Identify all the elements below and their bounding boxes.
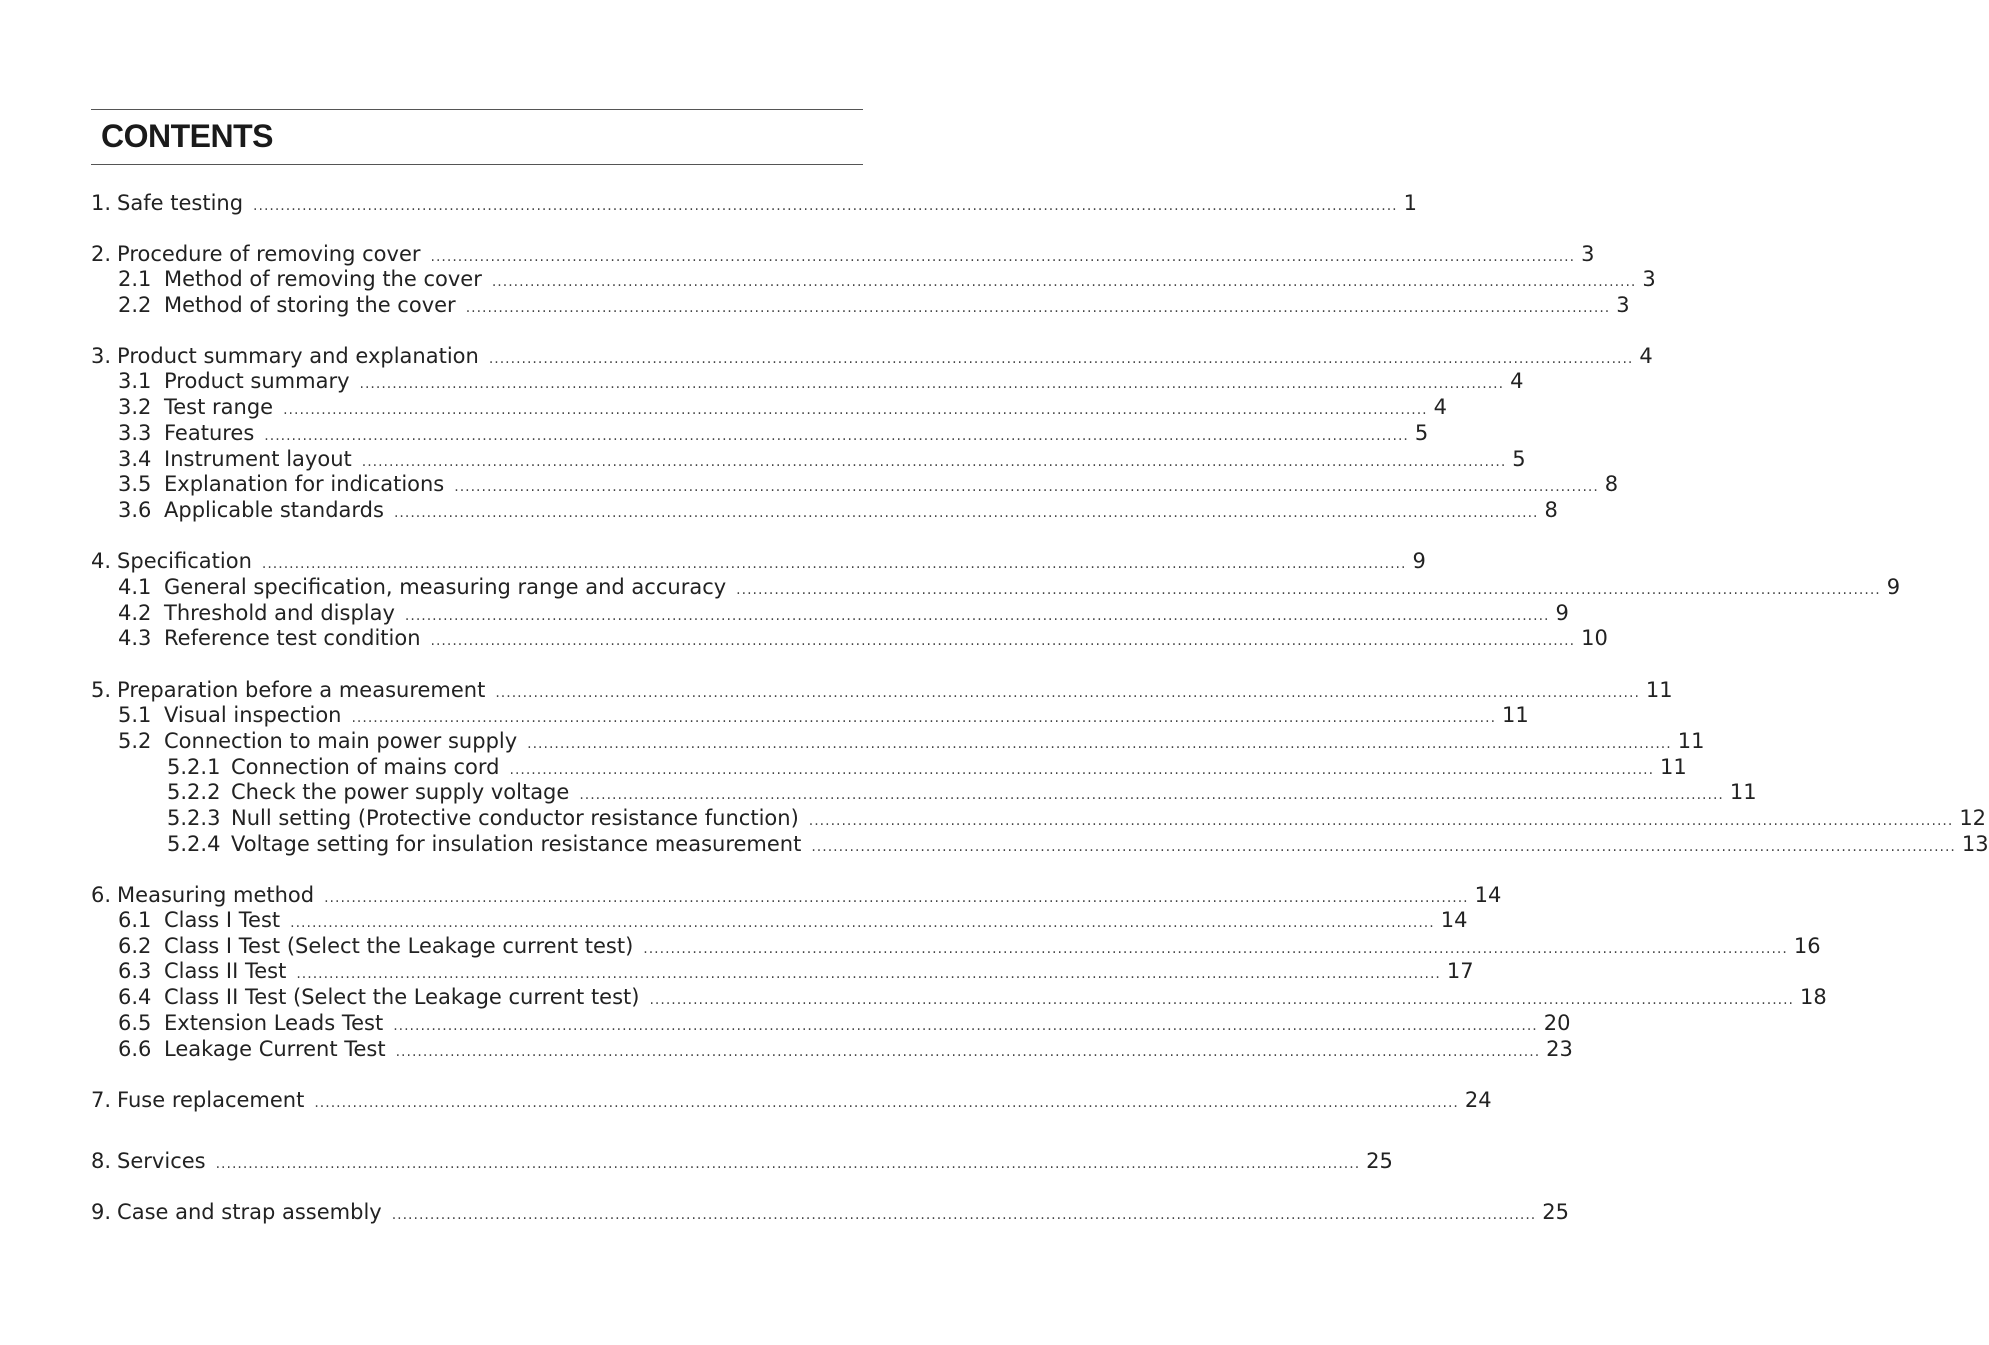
toc-entry xyxy=(118,625,1608,651)
toc-entry xyxy=(91,343,1653,369)
toc-entry xyxy=(118,471,1619,497)
toc-entry xyxy=(118,702,1529,728)
toc-entry xyxy=(91,548,1426,574)
toc-entry-label: Test range xyxy=(164,395,274,419)
dot-leader: .................................................................................................................................................................................................................. xyxy=(491,274,1637,290)
dot-leader: .................................................................................................................................................................................................................. xyxy=(736,582,1881,598)
toc-entry-page-number: 4 xyxy=(1510,369,1524,393)
toc-entry-number: 7. xyxy=(91,1088,112,1112)
toc-entry-label: Voltage setting for insulation resistance measurement xyxy=(231,832,802,856)
toc-entry-page-number: 9 xyxy=(1412,549,1426,573)
toc-entry-number: 5.2.3 xyxy=(167,806,221,830)
toc-entry xyxy=(118,907,1468,933)
toc-entry-page-number: 11 xyxy=(1677,729,1705,753)
toc-entry-number: 9. xyxy=(91,1200,112,1224)
toc-entry-page-number: 11 xyxy=(1645,678,1673,702)
toc-entry-page-number: 24 xyxy=(1464,1088,1492,1112)
dot-leader: .................................................................................................................................................................................................................. xyxy=(324,890,1469,906)
toc-entry xyxy=(118,266,1656,292)
toc-entry-page-number: 4 xyxy=(1433,395,1448,419)
toc-entry xyxy=(118,574,1901,600)
dot-leader: .................................................................................................................................................................................................................. xyxy=(811,839,1956,855)
toc-entry-number: 6.6 xyxy=(118,1037,152,1061)
toc-entry xyxy=(118,1010,1571,1036)
toc-entry xyxy=(91,1148,1393,1174)
toc-entry xyxy=(167,805,1987,831)
toc-entry-number: 5.2.4 xyxy=(167,832,221,856)
toc-entry-page-number: 9 xyxy=(1555,601,1569,625)
toc-entry-number: 2.1 xyxy=(118,267,152,291)
toc-entry xyxy=(118,497,1558,523)
toc-entry-page-number: 9 xyxy=(1886,575,1901,599)
toc-entry-number: 5.2.2 xyxy=(167,780,221,804)
toc-entry-page-number: 20 xyxy=(1543,1011,1571,1035)
toc-entry-label: Product summary and explanation xyxy=(117,344,479,368)
toc-entry-number: 6.4 xyxy=(118,985,152,1009)
toc-entry-label: Instrument layout xyxy=(164,447,352,471)
toc-entry-page-number: 18 xyxy=(1800,985,1827,1009)
toc-entry xyxy=(118,958,1474,984)
dot-leader: .................................................................................................................................................................................................................. xyxy=(430,633,1576,649)
dot-leader: .................................................................................................................................................................................................................. xyxy=(465,300,1611,316)
dot-leader: .................................................................................................................................................................................................................. xyxy=(361,454,1507,470)
toc-entry xyxy=(118,933,1821,959)
dot-leader: .................................................................................................................................................................................................................. xyxy=(261,556,1407,572)
toc-entry-number: 2. xyxy=(91,242,112,266)
toc-entry-page-number: 12 xyxy=(1959,806,1987,830)
toc-entry-label: Extension Leads Test xyxy=(164,1011,384,1035)
toc-entry-page-number: 11 xyxy=(1660,755,1687,779)
toc-entry-number: 6.5 xyxy=(118,1011,152,1035)
toc-entry-page-number: 16 xyxy=(1793,934,1821,958)
toc-entry-label: Safe testing xyxy=(117,191,244,215)
toc-entry-page-number: 11 xyxy=(1502,703,1529,727)
toc-entry-number: 3. xyxy=(91,344,112,368)
toc-entry xyxy=(91,1087,1492,1113)
toc-entry-number: 5. xyxy=(91,678,112,702)
toc-entry-label: Class I Test xyxy=(164,908,281,932)
toc-entry xyxy=(91,1199,1569,1225)
toc-entry xyxy=(118,420,1429,446)
toc-entry-number: 3.4 xyxy=(118,447,152,471)
toc-entry xyxy=(91,241,1595,267)
dot-leader: .................................................................................................................................................................................................................. xyxy=(808,813,1954,829)
toc-entry-label: Method of storing the cover xyxy=(164,293,456,317)
dot-leader: .................................................................................................................................................................................................................. xyxy=(290,915,1435,931)
toc-entry xyxy=(118,292,1630,318)
toc-entry-number: 1. xyxy=(91,191,112,215)
toc-entry xyxy=(167,831,1989,857)
dot-leader: .................................................................................................................................................................................................................. xyxy=(643,941,1788,957)
toc-entry-number: 2.2 xyxy=(118,293,152,317)
toc-entry-number: 3.3 xyxy=(118,421,152,445)
toc-entry-number: 4.2 xyxy=(118,601,152,625)
toc-entry-label: Visual inspection xyxy=(164,703,342,727)
toc-entry-label: Class II Test (Select the Leakage current test) xyxy=(164,985,640,1009)
dot-leader: .................................................................................................................................................................................................................. xyxy=(395,1044,1541,1060)
toc-entry-number: 3.1 xyxy=(118,369,152,393)
toc-entry xyxy=(118,728,1705,754)
dot-leader: .................................................................................................................................................................................................................. xyxy=(393,1018,1538,1034)
toc-entry-page-number: 23 xyxy=(1546,1037,1573,1061)
toc-entry-label: Class II Test xyxy=(164,959,287,983)
toc-entry-label: Reference test condition xyxy=(164,626,421,650)
toc-entry-page-number: 3 xyxy=(1616,293,1630,317)
toc-entry-label: Features xyxy=(164,421,255,445)
toc-entry-number: 3.5 xyxy=(118,472,152,496)
toc-entry-page-number: 4 xyxy=(1639,344,1653,368)
toc-entry-page-number: 14 xyxy=(1440,908,1468,932)
toc-entry-page-number: 10 xyxy=(1581,626,1608,650)
toc-entry-number: 8. xyxy=(91,1149,112,1173)
dot-leader: .................................................................................................................................................................................................................. xyxy=(351,710,1497,726)
toc-entry-page-number: 3 xyxy=(1581,242,1595,266)
toc-entry xyxy=(167,754,1687,780)
toc-entry-number: 4.3 xyxy=(118,626,152,650)
toc-entry-page-number: 11 xyxy=(1729,780,1757,804)
dot-leader: .................................................................................................................................................................................................................. xyxy=(579,787,1724,803)
toc-entry-label: Specification xyxy=(117,549,252,573)
toc-entry-label: Method of removing the cover xyxy=(164,267,482,291)
toc-entry xyxy=(167,779,1757,805)
toc-entry-number: 3.2 xyxy=(118,395,152,419)
toc-entry-label: Fuse replacement xyxy=(117,1088,305,1112)
dot-leader: .................................................................................................................................................................................................................. xyxy=(509,762,1655,778)
toc-entry xyxy=(91,190,1417,216)
toc-entry-page-number: 1 xyxy=(1403,191,1417,215)
toc-entry-label: General specification, measuring range and accuracy xyxy=(164,575,727,599)
toc-entry-number: 5.1 xyxy=(118,703,152,727)
toc-entry xyxy=(118,1036,1573,1062)
toc-entry-label: Services xyxy=(117,1149,206,1173)
toc-entry-label: Explanation for indications xyxy=(164,472,445,496)
dot-leader: .................................................................................................................................................................................................................. xyxy=(393,505,1539,521)
dot-leader: .................................................................................................................................................................................................................. xyxy=(359,376,1505,392)
toc-entry-label: Leakage Current Test xyxy=(164,1037,386,1061)
toc-entry-page-number: 25 xyxy=(1542,1200,1569,1224)
toc-entry-number: 6.3 xyxy=(118,959,152,983)
toc-entry-label: Connection to main power supply xyxy=(164,729,518,753)
page-title: CONTENTS xyxy=(101,118,273,154)
dot-leader: .................................................................................................................................................................................................................. xyxy=(649,992,1795,1008)
toc-entry xyxy=(118,984,1827,1010)
dot-leader: .................................................................................................................................................................................................................. xyxy=(495,685,1640,701)
toc-entry-label: Threshold and display xyxy=(164,601,395,625)
toc-entry xyxy=(118,368,1524,394)
toc-entry-page-number: 5 xyxy=(1512,447,1526,471)
toc-entry-label: Procedure of removing cover xyxy=(117,242,421,266)
toc-entry-label: Check the power supply voltage xyxy=(231,780,570,804)
toc-entry-page-number: 3 xyxy=(1642,267,1656,291)
dot-leader: .................................................................................................................................................................................................................. xyxy=(391,1207,1537,1223)
dot-leader: .................................................................................................................................................................................................................. xyxy=(296,966,1441,982)
toc-entry-label: Case and strap assembly xyxy=(117,1200,382,1224)
toc-entry-number: 5.2.1 xyxy=(167,755,221,779)
toc-entry-label: Connection of mains cord xyxy=(231,755,500,779)
toc-entry-label: Preparation before a measurement xyxy=(117,678,486,702)
toc-entry-number: 4. xyxy=(91,549,112,573)
toc-entry-number: 6. xyxy=(91,883,112,907)
dot-leader: .................................................................................................................................................................................................................. xyxy=(527,736,1672,752)
toc-entry-page-number: 25 xyxy=(1366,1149,1393,1173)
toc-entry-number: 6.2 xyxy=(118,934,152,958)
dot-leader: .................................................................................................................................................................................................................. xyxy=(488,351,1634,367)
toc-entry-page-number: 8 xyxy=(1604,472,1619,496)
dot-leader: .................................................................................................................................................................................................................. xyxy=(264,428,1409,444)
dot-leader: .................................................................................................................................................................................................................. xyxy=(430,249,1576,265)
toc-entry-label: Applicable standards xyxy=(164,498,384,522)
toc-entry-number: 5.2 xyxy=(118,729,152,753)
dot-leader: .................................................................................................................................................................................................................. xyxy=(314,1095,1459,1111)
toc-entry-label: Class I Test (Select the Leakage current test) xyxy=(164,934,634,958)
toc-entry-label: Null setting (Protective conductor resistance function) xyxy=(231,806,799,830)
dot-leader: .................................................................................................................................................................................................................. xyxy=(404,608,1550,624)
toc-entry xyxy=(118,394,1448,420)
toc-entry-number: 4.1 xyxy=(118,575,152,599)
toc-entry xyxy=(118,600,1569,626)
toc-entry-label: Measuring method xyxy=(117,883,315,907)
dot-leader: .................................................................................................................................................................................................................. xyxy=(454,479,1599,495)
toc-entry-page-number: 17 xyxy=(1446,959,1474,983)
toc-entry-label: Product summary xyxy=(164,369,350,393)
dot-leader: .................................................................................................................................................................................................................. xyxy=(283,402,1428,418)
toc-entry-page-number: 5 xyxy=(1414,421,1429,445)
toc-entry-page-number: 8 xyxy=(1544,498,1558,522)
toc-entry-number: 3.6 xyxy=(118,498,152,522)
toc-entry xyxy=(91,882,1502,908)
toc-entry-page-number: 13 xyxy=(1961,832,1989,856)
dot-leader: .................................................................................................................................................................................................................. xyxy=(215,1156,1361,1172)
toc-entry xyxy=(118,446,1526,472)
toc-entry-page-number: 14 xyxy=(1474,883,1502,907)
toc-entry xyxy=(91,677,1673,703)
toc-entry-number: 6.1 xyxy=(118,908,152,932)
dot-leader: .................................................................................................................................................................................................................. xyxy=(253,198,1398,214)
